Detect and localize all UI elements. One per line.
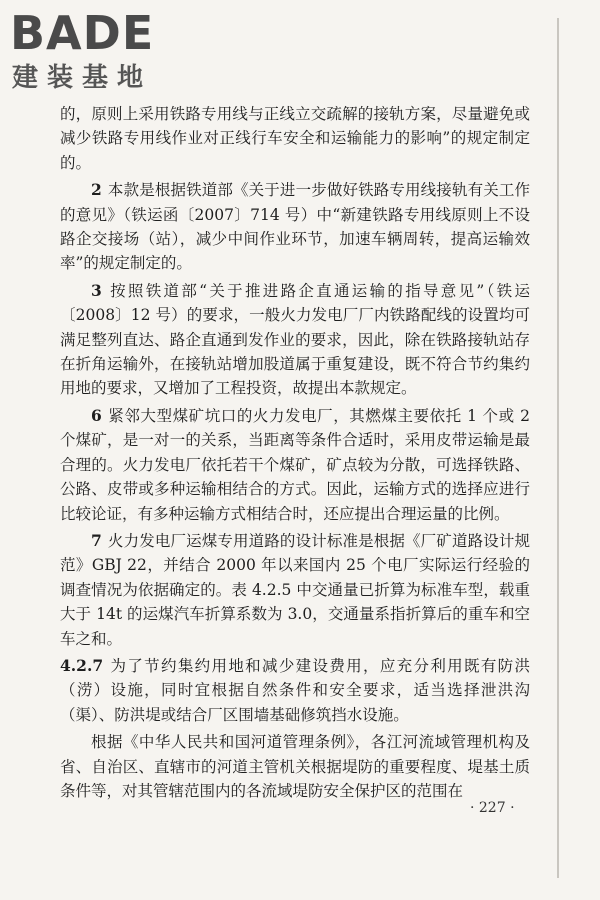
paragraph-continuation — [60, 102, 530, 175]
paragraph-text: 的，原则上采用铁路专用线与正线立交疏解的接轨方案，尽量避免或减少铁路专用线作业对正线行车安全和运输能力的影响”的规定制定的。 — [60, 105, 530, 172]
paragraph-text: 根据《中华人民共和国河道管理条例》，各江河流域管理机构及省、自治区、直辖市的河道主管机关根据堤防的重要程度、堤基土质条件等，对其管辖范围内的各流域堤防安全保护区的范围在 — [60, 733, 530, 800]
clause-6-paragraph — [60, 404, 530, 526]
item-number: 3 — [91, 280, 102, 300]
section-number: 4.2.7 — [60, 655, 104, 675]
paragraph-text: 紧邻大型煤矿坑口的火力发电厂，其燃煤主要依托 1 个或 2 个煤矿，是一对一的关系，当距离等条件合适时，采用皮带运输是最合理的。火力发电厂依托若干个煤矿，矿点较为分散，可选择铁路、公路、皮带或多种运输相结合的方式。因此，运输方式的选择应进行比较论证，有多种运输方式相结合时，还应提出合理运量的比例。 — [60, 406, 530, 523]
page-edge-line — [557, 18, 559, 878]
paragraph-text: 按照铁道部“关于推进路企直通运输的指导意见”（铁运〔2008〕12 号）的要求，一般火力发电厂厂内铁路配线的设置均可满足整列直达、路企直通到发作业的要求，因此，除在铁路接轨站存在折角运输外，在接轨站增加股道属于重复建设，既不符合节约集约用地的要求，又增加了工程投资，故提出本款规定。 — [60, 281, 530, 398]
body-text — [60, 102, 530, 806]
clause-3-paragraph — [60, 279, 530, 401]
page-number: · 227 · — [470, 800, 515, 816]
paragraph-text: 为了节约集约用地和减少建设费用，应充分利用既有防洪（涝）设施，同时宜根据自然条件和安全要求，适当选择泄洪沟（渠）、防洪堤或结合厂区围墙基础修筑挡水设施。 — [60, 656, 530, 724]
clause-2-paragraph — [60, 178, 530, 276]
bade-logo — [10, 8, 180, 100]
clause-7-paragraph — [60, 529, 530, 651]
section-4-2-7-paragraph — [60, 654, 530, 727]
regulation-paragraph — [60, 730, 530, 803]
logo-wordmark: BADE — [10, 6, 155, 60]
paragraph-text: 火力发电厂运煤专用道路的设计标准是根据《厂矿道路设计规范》GBJ 22，并结合 2000 年以来国内 25 个电厂实际运行经验的调查情况为依据确定的。表 4.2.5 中交通量已折算为标准车型，载重大于 14t 的运煤汽车折算系数为 3.0，交通量系指折算后的重车和空车之和。 — [60, 531, 530, 648]
item-number: 2 — [91, 180, 102, 200]
item-number: 7 — [91, 530, 102, 550]
logo-subtitle: 建装基地 — [12, 63, 153, 93]
item-number: 6 — [91, 405, 102, 425]
paragraph-text: 本款是根据铁道部《关于进一步做好铁路专用线接轨有关工作的意见》（铁运函〔2007〕714 号）中“新建铁路专用线原则上不设路企交接场（站），减少中间作业环节，加速车辆周转，提高运输效率”的规定制定的。 — [60, 181, 530, 273]
